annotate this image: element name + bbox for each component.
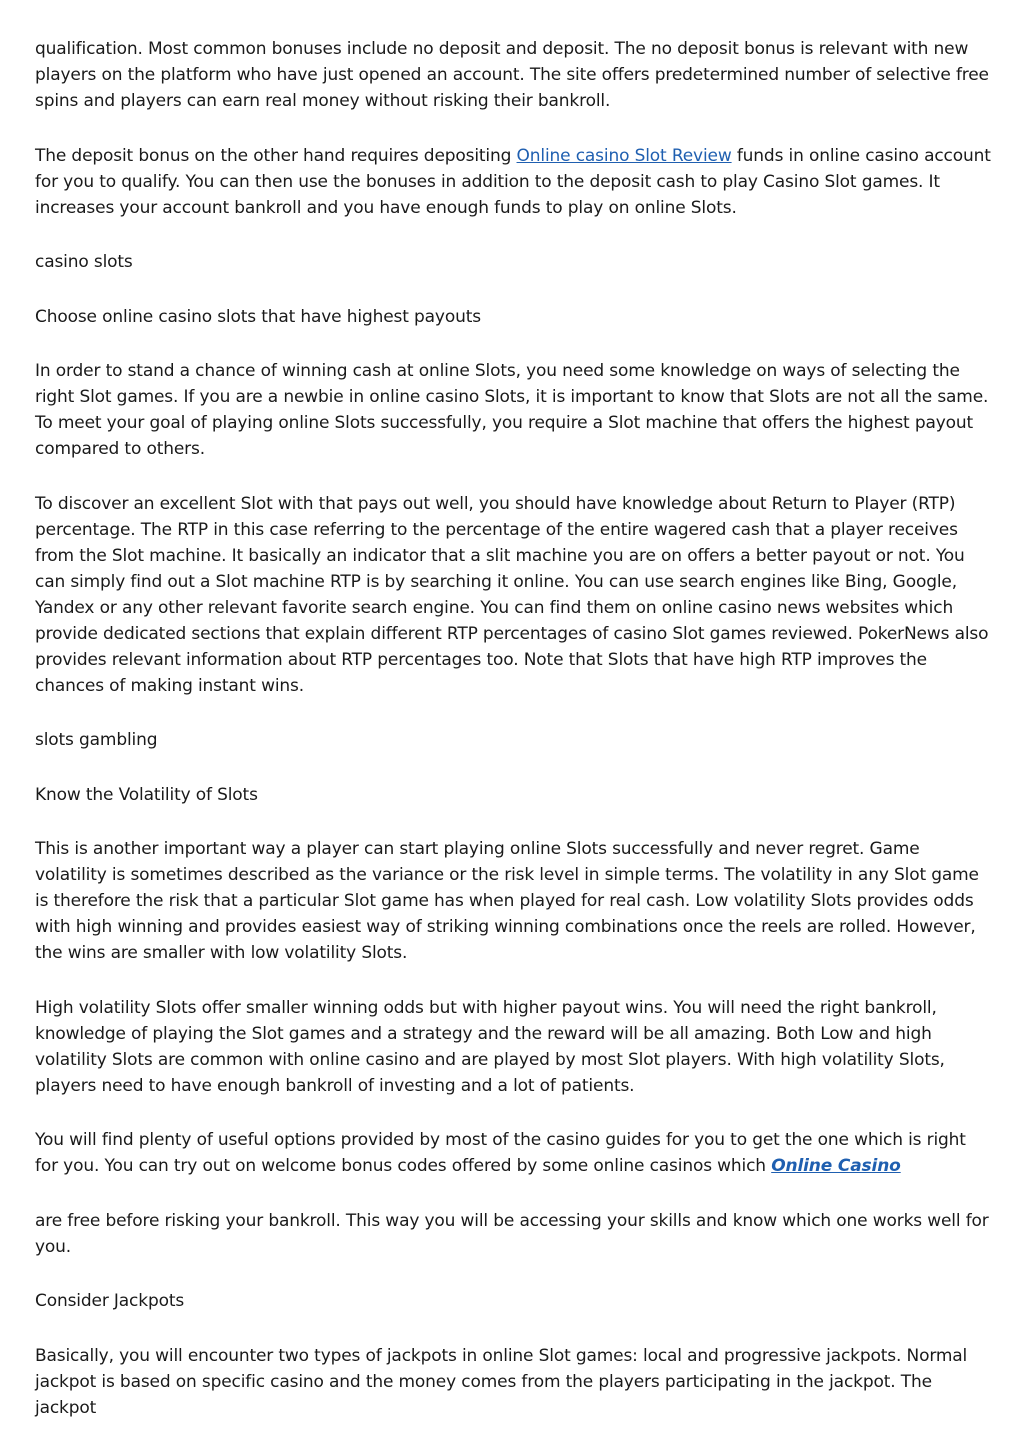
paragraph-text: You will find plenty of useful options provided by most of the casino guides for you to get the one which is right for you. You can try out on welcome bonus codes offered by some online casinos which [35, 1130, 966, 1176]
paragraph-volatility-low: This is another important way a player can start playing online Slots successfully and never regret. Game volatility is sometimes described as the variance or the risk level in simple terms. The volatility in any Slot game is therefore the risk that a particular Slot game has when played for real cash. Low volatility Slots provides odds with high winning and provides easiest way of striking winning combinations once the reels are rolled. However, the wins are smaller with low volatility Slots. [35, 839, 979, 963]
paragraph-jackpot-types: Basically, you will encounter two types of jackpots in online Slot games: local and progressive jackpots. Normal jackpot is based on specific casino and the money comes from the players participating in the jackpot. The jackpot [35, 1345, 968, 1418]
paragraph-free-before-risking: are free before risking your bankroll. This way you will be accessing your skills and know which one works well for you. [35, 1210, 989, 1257]
paragraph-choosing-slots: In order to stand a chance of winning cash at online Slots, you need some knowledge on ways of selecting the right Slot games. If you are a newbie in online casino Slots, it is important to know that Slots are not all the same. To meet your goal of playing online Slots successfully, you require a Slot machine that offers the highest payout compared to others. [35, 361, 989, 459]
keyword-line-slots-gambling: slots gambling [35, 730, 158, 750]
paragraph-deposit-bonus [35, 143, 993, 221]
keyword-line-casino-slots: casino slots [35, 252, 133, 272]
paragraph-text: funds in online casino account for you to qualify. You can then use the bonuses in addition to the deposit cash to play Casino Slot games. It increases your account bankroll and you have enough funds to play on online Slots. [35, 145, 991, 218]
paragraph-rtp: To discover an excellent Slot with that pays out well, you should have knowledge about Return to Player (RTP) percentage. The RTP in this case referring to the percentage of the entire wagered cash that a player receives from the Slot machine. It basically an indicator that a slit machine you are on offers a better payout or not. You can simply find out a Slot machine RTP is by searching it online. You can use search engines like Bing, Google, Yandex or any other relevant favorite search engine. You can find them on online casino news websites which provide dedicated sections that explain different RTP percentages of casino Slot games reviewed. PokerNews also provides relevant information about RTP percentages too. Note that Slots that have high RTP improves the chances of making instant wins. [35, 493, 989, 696]
paragraph-casino-guides [35, 1127, 993, 1179]
section-heading-volatility: Know the Volatility of Slots [35, 784, 258, 805]
paragraph-text: The deposit bonus on the other hand requires depositing [35, 145, 517, 166]
online-casino-link[interactable]: Online Casino [771, 1156, 901, 1176]
section-heading-jackpots: Consider Jackpots [35, 1291, 185, 1311]
paragraph-volatility-high: High volatility Slots offer smaller winning odds but with higher payout wins. You will need the right bankroll, knowledge of playing the Slot games and a strategy and the reward will be all amazing. Both Low and high volatility Slots are common with online casino and are played by most Slot players. With high volatility Slots, players need to have enough bankroll of investing and a lot of patients. [35, 997, 945, 1096]
document-body [35, 36, 993, 1449]
online-casino-slot-review-link[interactable]: Online casino Slot Review [516, 145, 732, 166]
paragraph-bonus-qualification: qualification. Most common bonuses include no deposit and deposit. The no deposit bonus is relevant with new players on the platform who have just opened an account. The site offers predetermined number of selective free spins and players can earn real money without risking their bankroll. [35, 39, 989, 111]
section-heading-highest-payouts: Choose online casino slots that have highest payouts [35, 306, 481, 327]
